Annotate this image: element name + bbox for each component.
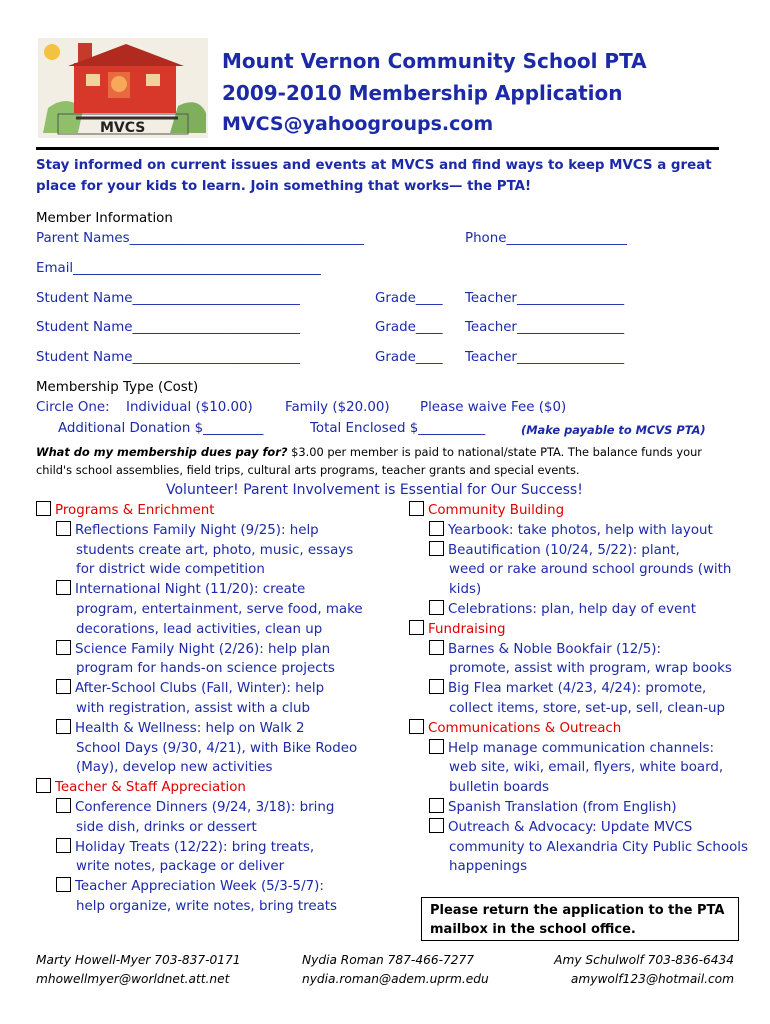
- payable-note: (Make payable to MCVS PTA): [521, 423, 706, 437]
- donation-field[interactable]: Additional Donation $_________: [58, 421, 264, 436]
- intro-text: Stay informed on current issues and events at MVCS and find ways to keep MVCS a great place for your kids to learn. Join something that works— the PTA!: [36, 158, 712, 194]
- category-community-building[interactable]: Community Building: [409, 501, 749, 521]
- individual-option[interactable]: Individual ($10.00): [126, 400, 253, 415]
- option-holiday-treats[interactable]: Holiday Treats (12/22): bring treats, write notes, package or deliver: [56, 838, 376, 878]
- contact-1: Marty Howell-Myer 703-837-0171 mhowellmyer@worldnet.att.net: [36, 951, 241, 989]
- waive-fee-option[interactable]: Please waive Fee ($0): [420, 400, 567, 415]
- checkbox[interactable]: [409, 620, 424, 635]
- checkbox[interactable]: [56, 679, 71, 694]
- grade-field[interactable]: Grade____: [375, 320, 443, 335]
- email-field[interactable]: Email_____________________________________: [36, 261, 321, 276]
- option-international-night[interactable]: International Night (11/20): create program, entertainment, serve food, make decorations, lead activities, clean up: [56, 580, 376, 639]
- option-bookfair[interactable]: Barnes & Noble Bookfair (12/5): promote, assist with program, wrap books: [429, 640, 749, 680]
- checkbox[interactable]: [429, 521, 444, 536]
- checkbox[interactable]: [56, 640, 71, 655]
- parent-names-field[interactable]: Parent Names___________________________________: [36, 231, 364, 246]
- contact-email[interactable]: nydia.roman@adem.uprm.edu: [302, 972, 489, 986]
- school-logo-image: [38, 38, 208, 138]
- option-yearbook[interactable]: Yearbook: take photos, help with layout: [429, 521, 749, 541]
- checkbox[interactable]: [409, 719, 424, 734]
- option-celebrations[interactable]: Celebrations: plan, help day of event: [429, 600, 749, 620]
- checkbox[interactable]: [56, 798, 71, 813]
- student-name-field[interactable]: Student Name_________________________: [36, 350, 300, 365]
- membership-heading: Membership Type (Cost): [36, 380, 199, 395]
- teacher-field[interactable]: Teacher________________: [465, 320, 625, 335]
- header-divider: [36, 147, 719, 150]
- grade-field[interactable]: Grade____: [375, 291, 443, 306]
- checkbox[interactable]: [429, 679, 444, 694]
- checkbox[interactable]: [429, 640, 444, 655]
- volunteer-left-column: [56, 501, 376, 917]
- contact-email-link[interactable]: MVCS@yahoogroups.com: [222, 113, 494, 135]
- grade-field[interactable]: Grade____: [375, 350, 443, 365]
- volunteer-heading: Volunteer! Parent Involvement is Essential for Our Success!: [166, 482, 583, 498]
- circle-one-label: Circle One:: [36, 400, 110, 415]
- checkbox[interactable]: [56, 838, 71, 853]
- checkbox[interactable]: [429, 600, 444, 615]
- checkbox[interactable]: [36, 778, 51, 793]
- option-spanish-translation[interactable]: Spanish Translation (from English): [429, 798, 749, 818]
- checkbox[interactable]: [56, 719, 71, 734]
- dues-explanation: What do my membership dues pay for? $3.00 per member is paid to national/state PTA. The balance funds your: [36, 445, 702, 459]
- checkbox[interactable]: [409, 501, 424, 516]
- option-appreciation-week[interactable]: Teacher Appreciation Week (5/3-5/7): help organize, write notes, bring treats: [56, 877, 376, 917]
- category-programs[interactable]: Programs & Enrichment: [36, 501, 376, 521]
- category-teacher-appreciation[interactable]: Teacher & Staff Appreciation: [36, 778, 376, 798]
- contact-email[interactable]: mhowellmyer@worldnet.att.net: [36, 972, 230, 986]
- return-instructions-box: Please return the application to the PTA mailbox in the school office.: [421, 897, 739, 941]
- teacher-field[interactable]: Teacher________________: [465, 350, 625, 365]
- option-health-wellness[interactable]: Health & Wellness: help on Walk 2 School Days (9/30, 4/21), with Bike Rodeo (May), develop new activities: [56, 719, 376, 778]
- contact-2: Nydia Roman 787-466-7277 nydia.roman@adem.uprm.edu: [302, 951, 489, 989]
- option-communication-channels[interactable]: Help manage communication channels: web site, wiki, email, flyers, white board, bulletin boards: [429, 739, 749, 798]
- checkbox[interactable]: [429, 739, 444, 754]
- checkbox[interactable]: [36, 501, 51, 516]
- member-info-heading: Member Information: [36, 211, 173, 226]
- page-title: Mount Vernon Community School PTA: [222, 49, 647, 73]
- dues-explanation-cont: child's school assemblies, field trips, cultural arts programs, teacher grants and special events.: [36, 463, 580, 477]
- option-outreach-advocacy[interactable]: Outreach & Advocacy: Update MVCS community to Alexandria City Public Schools happenings: [429, 818, 749, 877]
- svg-text:MVCS: MVCS: [100, 120, 146, 136]
- checkbox[interactable]: [56, 521, 71, 536]
- checkbox[interactable]: [56, 877, 71, 892]
- option-after-school-clubs[interactable]: After-School Clubs (Fall, Winter): help with registration, assist with a club: [56, 679, 376, 719]
- total-enclosed-field[interactable]: Total Enclosed $__________: [310, 421, 486, 436]
- category-communications[interactable]: Communications & Outreach: [409, 719, 749, 739]
- checkbox[interactable]: [56, 580, 71, 595]
- checkbox[interactable]: [429, 541, 444, 556]
- contact-3: Amy Schulwolf 703-836-6434 amywolf123@hotmail.com: [540, 951, 734, 989]
- student-name-field[interactable]: Student Name_________________________: [36, 320, 300, 335]
- option-reflections[interactable]: Reflections Family Night (9/25): help students create art, photo, music, essays for district wide competition: [56, 521, 376, 580]
- contact-email[interactable]: amywolf123@hotmail.com: [570, 972, 734, 986]
- category-fundraising[interactable]: Fundraising: [409, 620, 749, 640]
- checkbox[interactable]: [429, 818, 444, 833]
- option-beautification[interactable]: Beautification (10/24, 5/22): plant, weed or rake around school grounds (with kids): [429, 541, 749, 600]
- option-science-night[interactable]: Science Family Night (2/26): help plan program for hands-on science projects: [56, 640, 376, 680]
- option-flea-market[interactable]: Big Flea market (4/23, 4/24): promote, collect items, store, set-up, sell, clean-up: [429, 679, 749, 719]
- teacher-field[interactable]: Teacher________________: [465, 291, 625, 306]
- phone-field[interactable]: Phone__________________: [465, 231, 627, 246]
- checkbox[interactable]: [429, 798, 444, 813]
- family-option[interactable]: Family ($20.00): [285, 400, 390, 415]
- student-name-field[interactable]: Student Name_________________________: [36, 291, 300, 306]
- page-subtitle: 2009-2010 Membership Application: [222, 81, 623, 105]
- volunteer-right-column: [429, 501, 749, 877]
- option-conference-dinners[interactable]: Conference Dinners (9/24, 3/18): bring side dish, drinks or dessert: [56, 798, 376, 838]
